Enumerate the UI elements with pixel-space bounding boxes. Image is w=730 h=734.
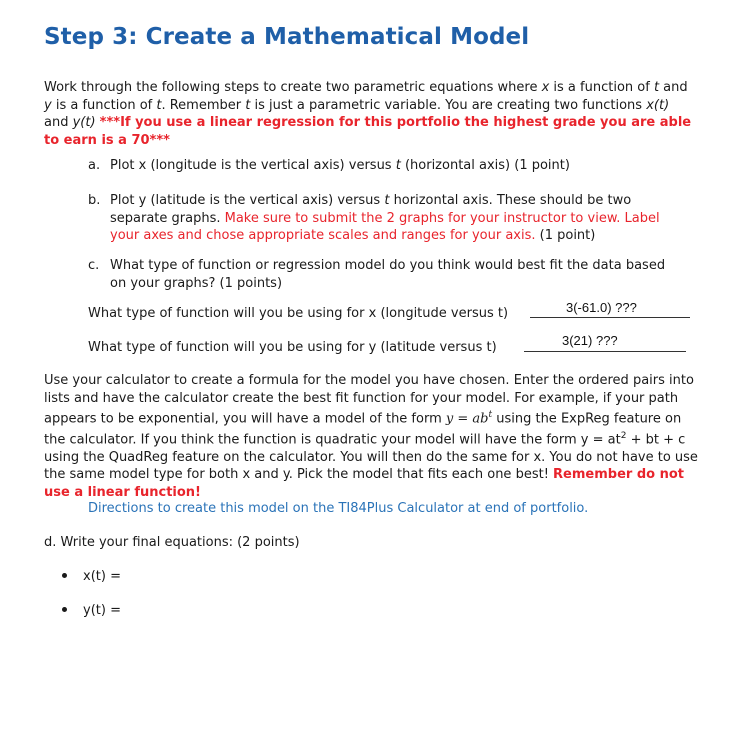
- section-d-heading: d. Write your final equations: (2 points): [44, 535, 300, 550]
- item-letter: b.: [88, 193, 101, 208]
- item-letter: c.: [88, 258, 100, 273]
- intro-var: t: [653, 80, 660, 95]
- intro-text: is a function of: [51, 97, 157, 113]
- para-text: + bt + c using the QuadReg feature on the calculator. You will then do the same for x. You do not have to use the same model type for both x and y. Pick the model that fits each one best!: [44, 432, 698, 483]
- item-text: (horizontal axis) (1 point): [400, 158, 570, 173]
- item-c-text: What type of function or regression model do you think would best fit the data based on your graphs? (1 points): [110, 258, 666, 291]
- exponential-formula-exponent: t: [488, 410, 493, 420]
- linear-function-warning: Remember do not use a linear function!: [44, 467, 684, 500]
- graph-submission-note: Make sure to submit the 2 graphs for your instructor to view. Label your axes and chose appropriate scales and ranges for your axis.: [110, 210, 660, 243]
- item-text: Plot x (longitude is the vertical axis) versus: [110, 158, 396, 173]
- step-item-b: [88, 192, 698, 247]
- exponential-formula: y = ab: [445, 411, 489, 427]
- intro-var: y: [44, 97, 52, 113]
- equation-y-item: [62, 603, 121, 618]
- equation-x-label: x(t) =: [83, 569, 121, 584]
- intro-text: Work through the following steps to create two parametric equations where: [44, 80, 542, 95]
- intro-var: x(t): [646, 97, 670, 113]
- item-var: t: [395, 158, 401, 173]
- intro-text: . Remember: [161, 97, 246, 113]
- question-x-label: What type of function will you be using for x (longitude versus t): [88, 306, 509, 321]
- question-y-label: What type of function will you be using for y (latitude versus t): [88, 340, 497, 355]
- answer-x[interactable]: 3(-61.0) ???: [566, 300, 637, 315]
- intro-var: t: [156, 97, 162, 113]
- linear-regression-warning: ***If you use a linear regression for this portfolio the highest grade you are able to earn is a 70***: [44, 115, 692, 148]
- item-text: Plot y (latitude is the vertical axis) versus: [110, 193, 385, 208]
- intro-paragraph: [44, 79, 694, 149]
- step-item-c: [88, 257, 698, 293]
- para-text: Use your calculator to create a formula for the model you have chosen. Enter the ordered pairs into lists and have the calculator create the best fit function for your model. For example, if your path appears to be exponential, you will have a model of the form: [44, 373, 694, 427]
- page-title: Step 3: Create a Mathematical Model: [44, 24, 530, 50]
- item-letter: a.: [88, 158, 101, 173]
- item-text: (1 point): [535, 228, 596, 243]
- answer-x-line: [530, 317, 690, 318]
- model-instructions-paragraph: [44, 372, 704, 501]
- item-text: horizontal axis. These should be two separate graphs.: [110, 193, 632, 226]
- bullet-icon: [62, 607, 67, 612]
- bullet-icon: [62, 573, 67, 578]
- equation-x-item: [62, 569, 121, 584]
- intro-var: y(t): [72, 115, 96, 130]
- intro-var: t: [245, 97, 251, 113]
- equation-y-label: y(t) =: [83, 603, 121, 618]
- item-b-text: [110, 192, 680, 245]
- quadratic-exponent: 2: [620, 430, 627, 441]
- para-text: using the ExpReg feature on the calculator. If you think the function is quadratic your model will have the form y = at: [44, 411, 682, 448]
- answer-y[interactable]: 3(21) ???: [562, 333, 618, 348]
- item-var: t: [384, 193, 390, 208]
- item-a-text: [110, 157, 680, 175]
- answer-y-line: [524, 351, 686, 352]
- intro-text: and: [44, 115, 73, 130]
- intro-text: is just a parametric variable. You are creating two functions: [250, 97, 647, 113]
- step-item-a: [88, 157, 698, 177]
- intro-var: x: [541, 80, 550, 95]
- intro-text: and: [659, 80, 688, 95]
- directions-link[interactable]: Directions to create this model on the TI84Plus Calculator at end of portfolio.: [88, 501, 589, 516]
- intro-text: is a function of: [549, 80, 654, 95]
